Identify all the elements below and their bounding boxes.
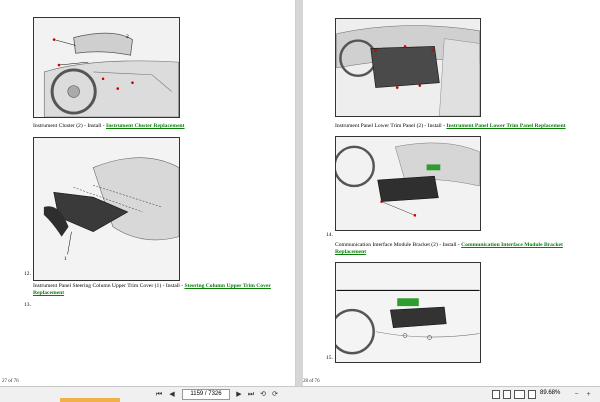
figure-lower-trim-panel (335, 18, 481, 117)
lower-trim-panel-illustration (336, 19, 480, 116)
module-bracket-illustration (336, 263, 480, 362)
left-page (0, 0, 296, 386)
caption-text: Communication Interface Module Bracket (2) - Install - (335, 242, 462, 248)
first-page-icon[interactable]: ⏮ (155, 391, 163, 398)
link-lower-trim-panel-replacement[interactable]: Instrument Panel Lower Trim Panel Replacement (446, 123, 566, 129)
page-number-input[interactable]: 1159 / 7326 (182, 389, 230, 400)
fit-width-icon[interactable] (528, 390, 536, 399)
figure-steering-column-trim (33, 137, 180, 281)
callout-2: 2 (126, 34, 129, 40)
caption-text: Instrument Panel Steering Column Upper Trim Cover (1) - Install - (33, 283, 185, 289)
caption-text: Instrument Cluster (2) - Install - (33, 123, 107, 129)
single-page-view-icon[interactable] (492, 390, 500, 399)
caption-text: Instrument Panel Lower Trim Panel (2) - Install - (335, 123, 447, 129)
taskbar-strip (60, 398, 120, 402)
figure-instrument-cluster (33, 17, 180, 118)
zoom-in-icon[interactable]: + (586, 391, 591, 398)
figure-module-bracket (335, 262, 481, 363)
caption-instrument-cluster (33, 123, 283, 130)
step-15: 15. (326, 355, 333, 361)
callout-1: 1 (64, 256, 67, 262)
steering-column-trim-illustration (34, 138, 179, 280)
figure-communication-module (335, 136, 481, 231)
right-page-footer: 28 of 76 (303, 379, 320, 384)
caption-lower-trim-panel (335, 123, 595, 130)
link-steering-column-trim-replacement[interactable]: Steering Column Upper Trim Cover Replacement (33, 283, 271, 296)
link-instrument-cluster-replacement[interactable]: Instrument Cluster Replacement (106, 123, 185, 129)
next-page-icon[interactable]: ▶ (236, 391, 242, 398)
instrument-cluster-illustration (34, 18, 179, 117)
step-14: 14. (326, 232, 333, 238)
link-communication-module-replacement[interactable]: Communication Interface Module Bracket Replacement (335, 242, 563, 255)
two-page-view-icon[interactable] (514, 390, 525, 399)
caption-communication-module (335, 242, 595, 256)
back-icon[interactable]: ⟲ (260, 391, 266, 398)
communication-module-illustration (336, 137, 480, 230)
previous-page-icon[interactable]: ◀ (169, 391, 175, 398)
step-13: 13. (24, 302, 31, 308)
right-page (303, 0, 600, 386)
last-page-icon[interactable]: ⏭ (247, 391, 255, 398)
left-page-footer: 27 of 76 (2, 379, 19, 384)
forward-icon[interactable]: ⟳ (272, 391, 278, 398)
page-gutter (296, 0, 303, 386)
caption-steering-column-trim (33, 283, 283, 297)
zoom-out-icon[interactable]: − (574, 391, 579, 398)
zoom-level[interactable]: 89.68% (540, 390, 561, 396)
continuous-view-icon[interactable] (503, 390, 511, 399)
step-12: 12. (24, 271, 31, 277)
